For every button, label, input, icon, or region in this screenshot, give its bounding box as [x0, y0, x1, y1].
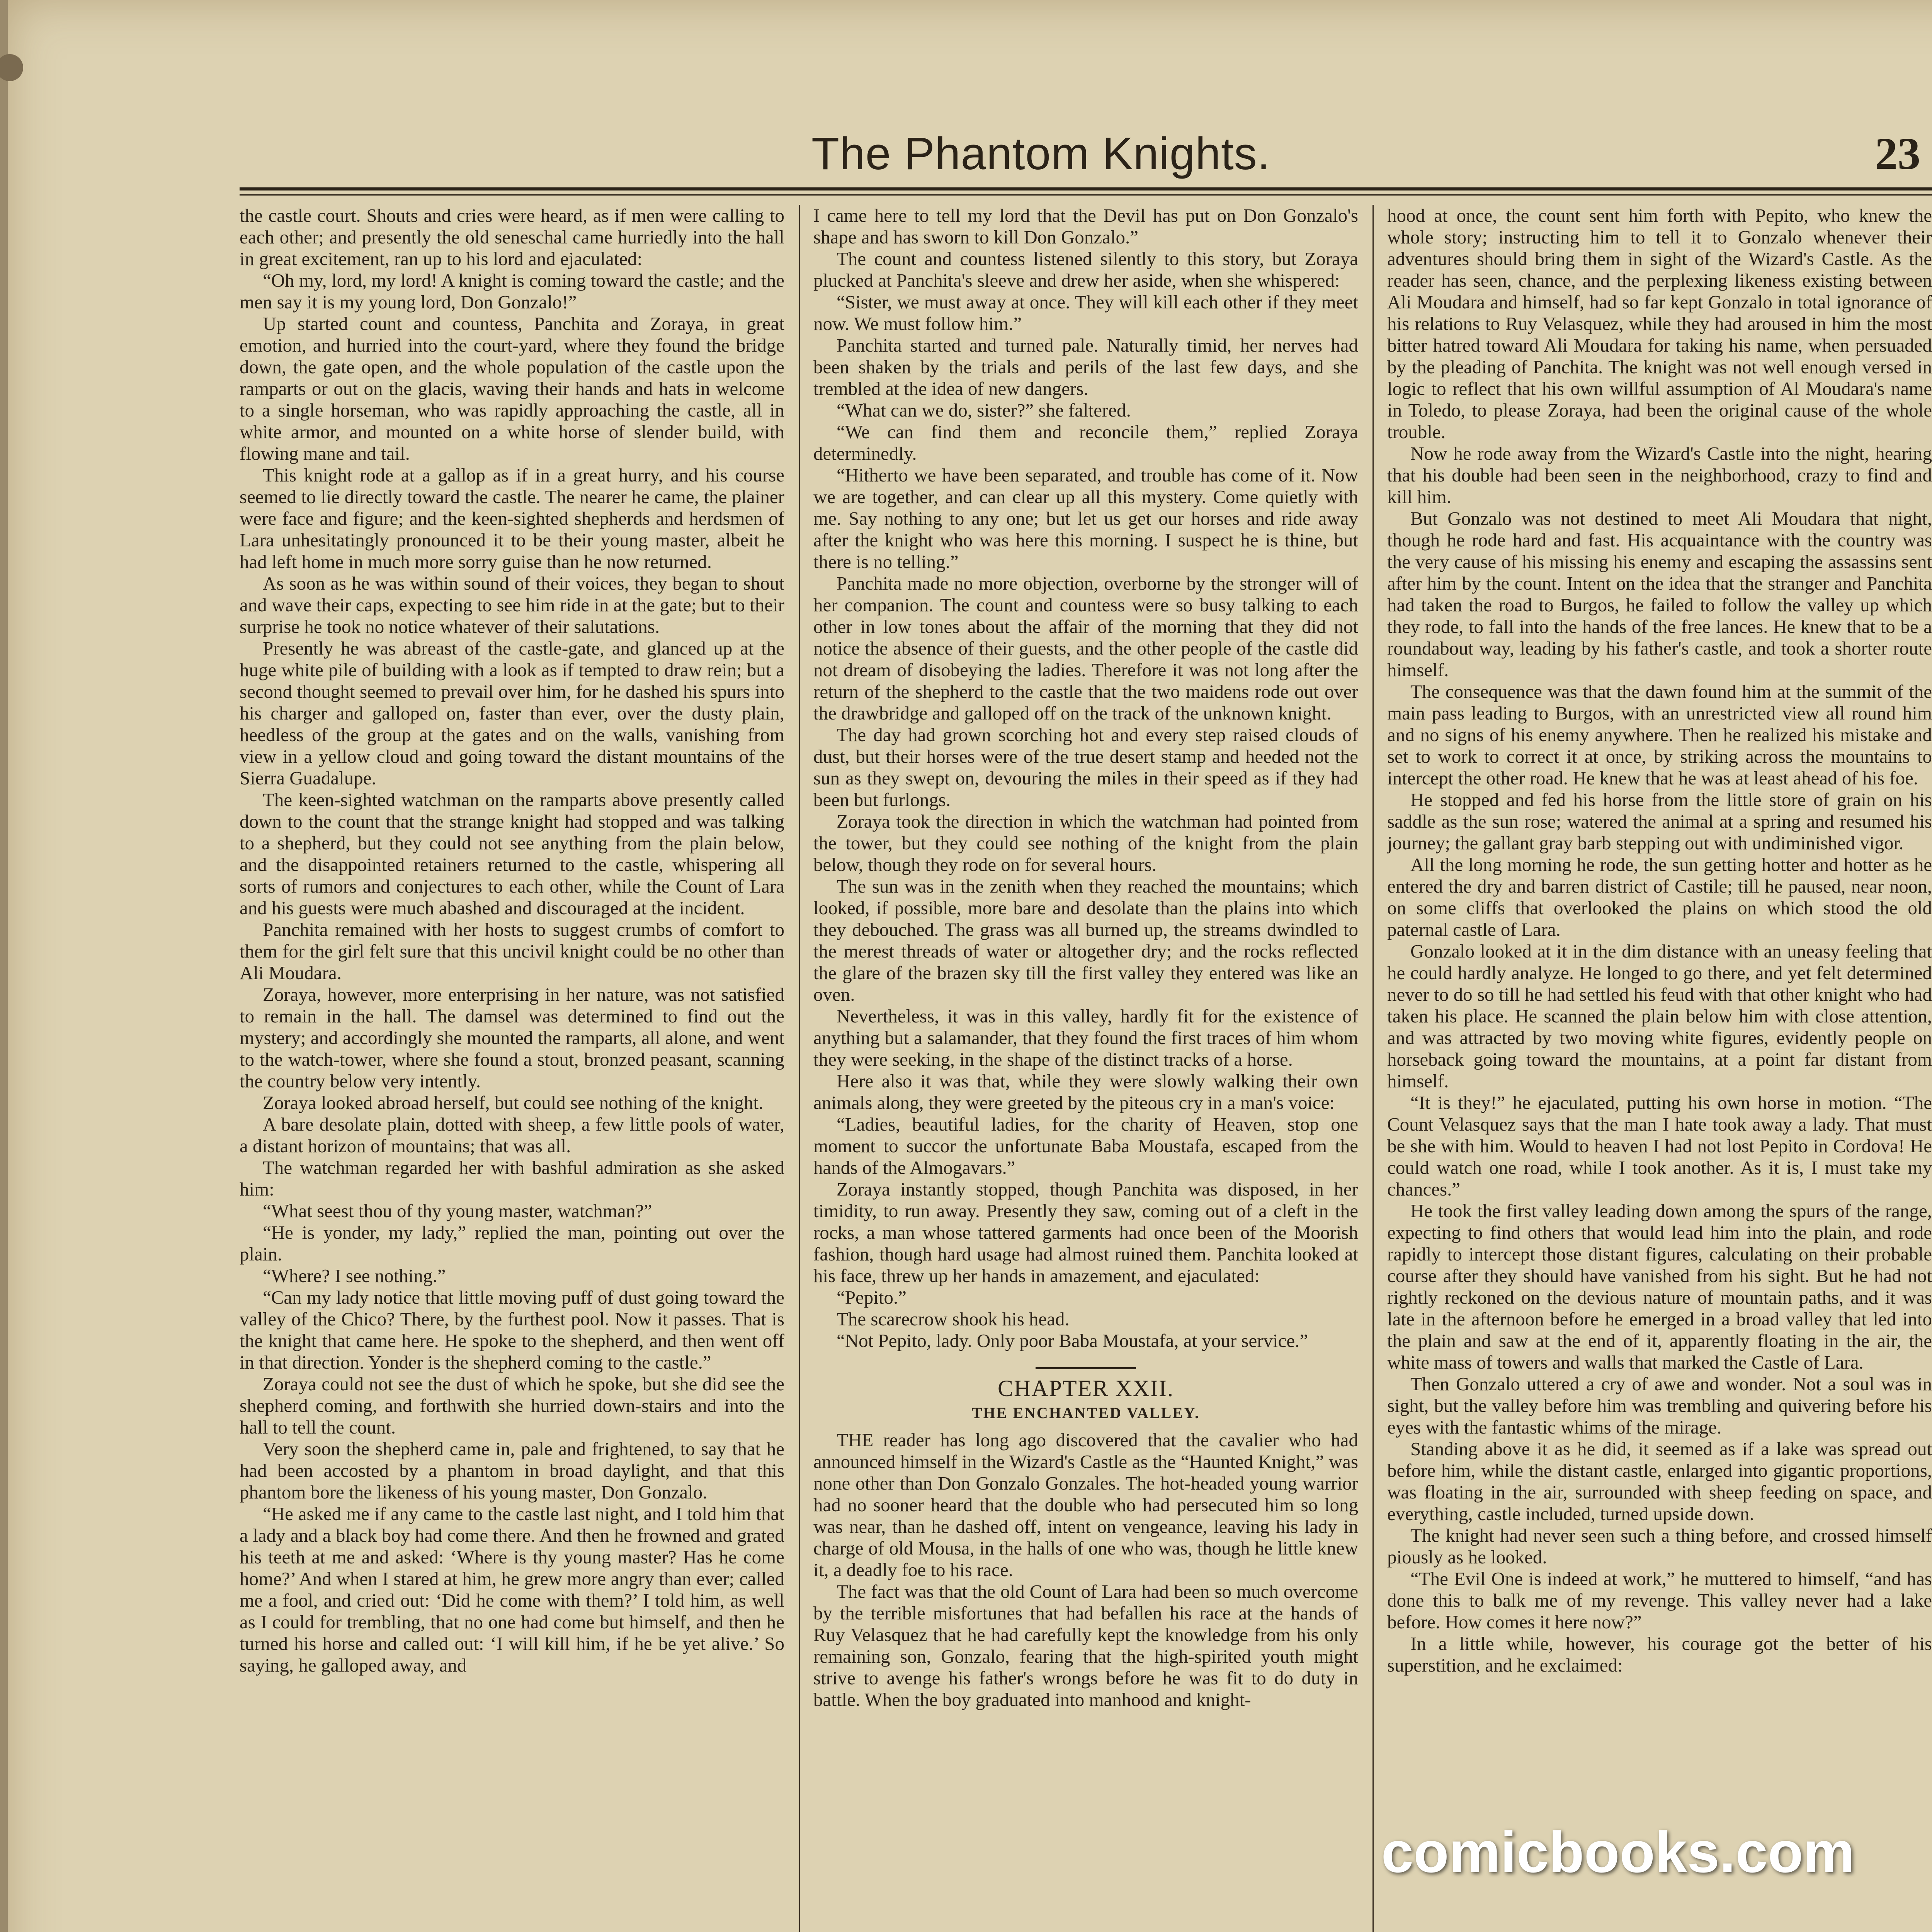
- paragraph: the castle court. Shouts and cries were heard, as if men were calling to each other; and presently the old seneschal came hurriedly into the hall in great excitement, ran up to his lord and ejaculated:: [240, 205, 784, 269]
- watermark-logo: comicbooks.com: [1381, 1820, 1855, 1884]
- paragraph: The watchman regarded her with bashful admiration as she asked him:: [240, 1157, 784, 1200]
- chapter-title: THE ENCHANTED VALLEY.: [971, 1404, 1200, 1422]
- paragraph: A bare desolate plain, dotted with sheep, a few little pools of water, a distant horizon of mountains; that was all.: [240, 1114, 784, 1156]
- page-header: [240, 116, 1932, 197]
- text-columns: [240, 205, 1932, 1932]
- paragraph: He stopped and fed his horse from the little store of grain on his saddle as the sun rose; watered the animal at a spring and resumed his journey; the gallant gray barb stepping out with undiminished vigor.: [1387, 789, 1932, 854]
- document-page: [240, 116, 1932, 1932]
- paragraph: Zoraya could not see the dust of which he spoke, but she did see the shepherd coming, and forthwith she hurried down-stairs and into the hall to tell the count.: [240, 1373, 784, 1438]
- page-number: 23: [1875, 128, 1920, 179]
- column-divider: [799, 205, 800, 1932]
- paragraph: “What can we do, sister?” she faltered.: [837, 400, 1131, 421]
- paragraph: The day had grown scorching hot and every step raised clouds of dust, but their horses were of the true desert stamp and heeded not the sun as they swept on, devouring the miles in their speed as if they had been but furlongs.: [813, 724, 1358, 810]
- header-rule-thick: [240, 187, 1932, 190]
- chapter-number: CHAPTER XXII.: [998, 1376, 1174, 1401]
- chapter-rule: [1036, 1367, 1136, 1369]
- paragraph: He took the first valley leading down among the spurs of the range, expecting to find others that would lead him into the plain, and rode rapidly to intercept those distant figures, calculating on their probable course after they should have vanished from his sight. But he had not rightly reckoned on the devious nature of mountain paths, and it was late in the afternoon before he emerged in a broad valley that led into the plain and saw at the end of it, apparently floating in the air, the white mass of towers and walls that marked the Castle of Lara.: [1387, 1200, 1932, 1373]
- paragraph: “The Evil One is indeed at work,” he muttered to himself, “and has done this to balk me of my revenge. This valley never had a lake before. How comes it here now?”: [1387, 1568, 1932, 1633]
- paragraph: Presently he was abreast of the castle-gate, and glanced up at the huge white pile of building with a look as if tempted to draw rein; but a second thought seemed to prevail over him, for he dashed his spurs into his charger and galloped on, faster than ever, over the dusty plain, heedless of the group at the gates and on the walls, vanishing from view in a yellow cloud and going toward the distant mountains of the Sierra Guadalupe.: [240, 638, 784, 789]
- paragraph: Nevertheless, it was in this valley, hardly fit for the existence of anything but a salamander, that they found the first traces of him whom they were seeking, in the shape of the distinct tracks of a horse.: [813, 1005, 1358, 1070]
- paragraph: “Can my lady notice that little moving puff of dust going toward the valley of the Chico? There, by the furthest pool. Now it passes. That is the knight that came here. He spoke to the shepherd, and then went off in that direction. Yonder is the shepherd coming to the castle.”: [240, 1287, 784, 1373]
- header-rule-thin: [240, 194, 1932, 196]
- paragraph: “Hitherto we have been separated, and trouble has come of it. Now we are together, and can clear up all this mystery. Come quietly with me. Say nothing to any one; but let us get our horses and ride away after the knight who was here this morning. I suspect he is thine, but there is no telling.”: [813, 464, 1358, 572]
- paragraph: “Ladies, beautiful ladies, for the charity of Heaven, stop one moment to succor the unfortunate Baba Moustafa, escaped from the hands of the Almogavars.”: [813, 1114, 1358, 1178]
- paragraph: Gonzalo looked at it in the dim distance with an uneasy feeling that he could hardly analyze. He longed to go there, and yet felt determined never to do so till he had settled his feud with that other knight who had taken his place. He scanned the plain below him with close attention, and was attracted by two moving white figures, evidently people on horseback going toward the mountains, at a point far distant from himself.: [1387, 940, 1932, 1092]
- paragraph: This knight rode at a gallop as if in a great hurry, and his course seemed to lie directly toward the castle. The nearer he came, the plainer were face and figure; and the keen-sighted shepherds and herdsmen of Lara unhesitatingly pronounced it to be their young master, albeit he had left home in much more sorry guise than he now returned.: [240, 464, 784, 572]
- paragraph: “Where? I see nothing.”: [263, 1265, 446, 1286]
- column-2: [813, 205, 1358, 1932]
- paragraph: “He asked me if any came to the castle last night, and I told him that a lady and a black boy had come there. And then he frowned and grated his teeth at me and asked: ‘Where is thy young master? Has he come home?’ And when I stared at him, he grew more angry than ever; called me a fool, and cried out: ‘Did he come with them?’ I told him, as well as I could for trembling, that no one had come but himself, and then he turned his horse and called out: ‘I will kill him, if he be yet alive.’ So saying, he galloped away, and: [240, 1503, 784, 1676]
- chapter-heading: [813, 1367, 1358, 1424]
- column-3: [1387, 205, 1932, 1932]
- paragraph: Zoraya instantly stopped, though Panchita was disposed, in her timidity, to run away. Presently they saw, coming out of a cleft in the rocks, a man whose tattered garments had once been of the Moorish fashion, though hard usage had almost ruined them. Panchita looked at his face, threw up her hands in amazement, and ejaculated:: [813, 1179, 1358, 1286]
- paragraph: The count and countess listened silently to this story, but Zoraya plucked at Panchita's sleeve and drew her aside, when she whispered:: [813, 248, 1358, 291]
- paragraph: Standing above it as he did, it seemed as if a lake was spread out before him, while the distant castle, enlarged into gigantic proportions, was floating in the air, surrounded with sheep feeding on space, and everything, castle included, turned upside down.: [1387, 1438, 1932, 1524]
- paragraph: The knight had never seen such a thing before, and crossed himself piously as he looked.: [1387, 1525, 1932, 1568]
- paragraph: Panchita made no more objection, overborne by the stronger will of her companion. The count and countess were so busy talking to each other in low tones about the affair of the morning that they did not notice the absence of their guests, and the other people of the castle did not dream of disobeying the ladies. Therefore it was not long after the return of the shepherd to the castle that the two maidens rode out over the drawbridge and galloped off on the track of the unknown knight.: [813, 573, 1358, 724]
- paragraph: Then Gonzalo uttered a cry of awe and wonder. Not a soul was in sight, but the valley before him was trembling and quivering before his eyes with the fantastic whims of the mirage.: [1387, 1373, 1932, 1438]
- paragraph: Here also it was that, while they were slowly walking their own animals along, they were greeted by the piteous cry in a man's voice:: [813, 1070, 1358, 1113]
- paragraph: “Not Pepito, lady. Only poor Baba Moustafa, at your service.”: [837, 1330, 1308, 1351]
- column-divider: [1372, 205, 1374, 1932]
- paragraph: All the long morning he rode, the sun getting hotter and hotter as he entered the dry and barren district of Castile; till he paused, near noon, on some cliffs that overlooked the plains on which stood the old paternal castle of Lara.: [1387, 854, 1932, 940]
- paragraph: Panchita remained with her hosts to suggest crumbs of comfort to them for the girl felt sure that this uncivil knight could be no other than Ali Moudara.: [240, 919, 784, 983]
- paragraph: “He is yonder, my lady,” replied the man, pointing out over the plain.: [240, 1222, 784, 1265]
- paragraph: Zoraya, however, more enterprising in her nature, was not satisfied to remain in the hall. The damsel was determined to find out the mystery; and accordingly she mounted the ramparts, all alone, and went to the watch-tower, where she found a stout, bronzed peasant, scanning the country below very intently.: [240, 984, 784, 1092]
- paragraph: THE reader has long ago discovered that the cavalier who had announced himself in the Wizard's Castle as the “Haunted Knight,” was none other than Don Gonzalo Gonzales. The hot-headed young warrior had no sooner heard that the double who had persecuted him so long was near, than he dashed off, intent on vengeance, leaving his lady in charge of old Mousa, in the halls of one who was, though he little knew it, a deadly foe to his race.: [813, 1429, 1358, 1580]
- paragraph: “We can find them and reconcile them,” replied Zoraya determinedly.: [813, 421, 1358, 464]
- paragraph: The keen-sighted watchman on the ramparts above presently called down to the count that the strange knight had stopped and was talking to a shepherd, but they could not see anything from the plain below, and the disappointed retainers returned to the castle, whispering all sorts of rumors and conjectures to each other, while the Count of Lara and his guests were much abashed and discouraged at the incident.: [240, 789, 784, 918]
- paragraph: The scarecrow shook his head.: [837, 1308, 1070, 1330]
- paragraph: Up started count and countess, Panchita and Zoraya, in great emotion, and hurried into the court-yard, where they found the bridge down, the gate open, and the whole population of the castle upon the ramparts or out on the glacis, waving their hands and hats in welcome to a single horseman, who was rapidly approaching the castle, all in white armor, and mounted on a white horse of slender build, with flowing mane and tail.: [240, 313, 784, 464]
- paragraph: In a little while, however, his courage got the better of his superstition, and he exclaimed:: [1387, 1633, 1932, 1676]
- running-title: The Phantom Knights.: [811, 128, 1270, 179]
- column-1: [240, 205, 784, 1932]
- paragraph: Now he rode away from the Wizard's Castle into the night, hearing that his double had been seen in the neighborhood, crazy to find and kill him.: [1387, 443, 1932, 507]
- paragraph: hood at once, the count sent him forth with Pepito, who knew the whole story; instructing him to tell it to Gonzalo whenever their adventures should bring them in sight of the Wizard's Castle. As the reader has seen, chance, and the perplexing likeness existing between Ali Moudara and himself, had so far kept Gonzalo in total ignorance of his relations to Ruy Velasquez, while they had aroused in him the most bitter hatred toward Ali Moudara for taking his name, when persuaded by the pleading of Panchita. The knight was not well enough versed in logic to reflect that his own willful assumption of Al Moudara's name in Toledo, to please Zoraya, had been the original cause of the whole trouble.: [1387, 205, 1932, 442]
- paragraph: The sun was in the zenith when they reached the mountains; which looked, if possible, more bare and desolate than the plains into which they debouched. The grass was all burned up, the streams dwindled to the merest threads of water or altogether dry; and the rocks reflected the glare of the brazen sky till the first valley they entered was like an oven.: [813, 876, 1358, 1005]
- paragraph: But Gonzalo was not destined to meet Ali Moudara that night, though he rode hard and fast. His acquaintance with the country was the very cause of his missing his enemy and escaping the assassins sent after him by the count. Intent on the idea that the stranger and Panchita had taken the road to Burgos, he failed to follow the valley up which they rode, to fall into the hands of the free lances. He knew that to be a roundabout way, leading by his father's castle, and took a shorter route himself.: [1387, 508, 1932, 680]
- paragraph: “Oh my, lord, my lord! A knight is coming toward the castle; and the men say it is my young lord, Don Gonzalo!”: [240, 270, 784, 313]
- paragraph: The consequence was that the dawn found him at the summit of the main pass leading to Burgos, with an unrestricted view all round him and no signs of his enemy anywhere. Then he realized his mistake and set to work to correct it at once, by striking across the mountains to intercept the other road. He knew that he was at least ahead of his foe.: [1387, 681, 1932, 789]
- paragraph: Very soon the shepherd came in, pale and frightened, to say that he had been accosted by a phantom in broad daylight, and that this phantom bore the likeness of his young master, Don Gonzalo.: [240, 1438, 784, 1503]
- paragraph: Zoraya looked abroad herself, but could see nothing of the knight.: [263, 1092, 764, 1113]
- paragraph: The fact was that the old Count of Lara had been so much overcome by the terrible misfortunes that had befallen his race at the hands of Ruy Velasquez that he had carefully kept the knowledge from his only remaining son, Gonzalo, fearing that the high-spirited youth might strive to avenge his father's wrongs before he was fit to do duty in battle. When the boy graduated into manhood and knight-: [813, 1581, 1358, 1710]
- paragraph: “What seest thou of thy young master, watchman?”: [263, 1200, 652, 1221]
- paragraph: “Pepito.”: [837, 1287, 906, 1308]
- paragraph: As soon as he was within sound of their voices, they began to shout and wave their caps, expecting to see him ride in at the gate; but to their surprise he took no notice whatever of their salutations.: [240, 573, 784, 637]
- paragraph: Zoraya took the direction in which the watchman had pointed from the tower, but they could see nothing of the knight from the plain below, though they rode on for several hours.: [813, 811, 1358, 875]
- paragraph: I came here to tell my lord that the Devil has put on Don Gonzalo's shape and has sworn to kill Don Gonzalo.”: [813, 205, 1358, 248]
- paragraph: “It is they!” he ejaculated, putting his own horse in motion. “The Count Velasquez says that the man I hate took away a lady. That must be she with him. Would to heaven I had not lost Pepito in Cordova! He could watch one road, while I took another. As it is, I must take my chances.”: [1387, 1092, 1932, 1200]
- paragraph: Panchita started and turned pale. Naturally timid, her nerves had been shaken by the trials and perils of the last few days, and she trembled at the idea of new dangers.: [813, 335, 1358, 399]
- paragraph: “Sister, we must away at once. They will kill each other if they meet now. We must follow him.”: [813, 291, 1358, 334]
